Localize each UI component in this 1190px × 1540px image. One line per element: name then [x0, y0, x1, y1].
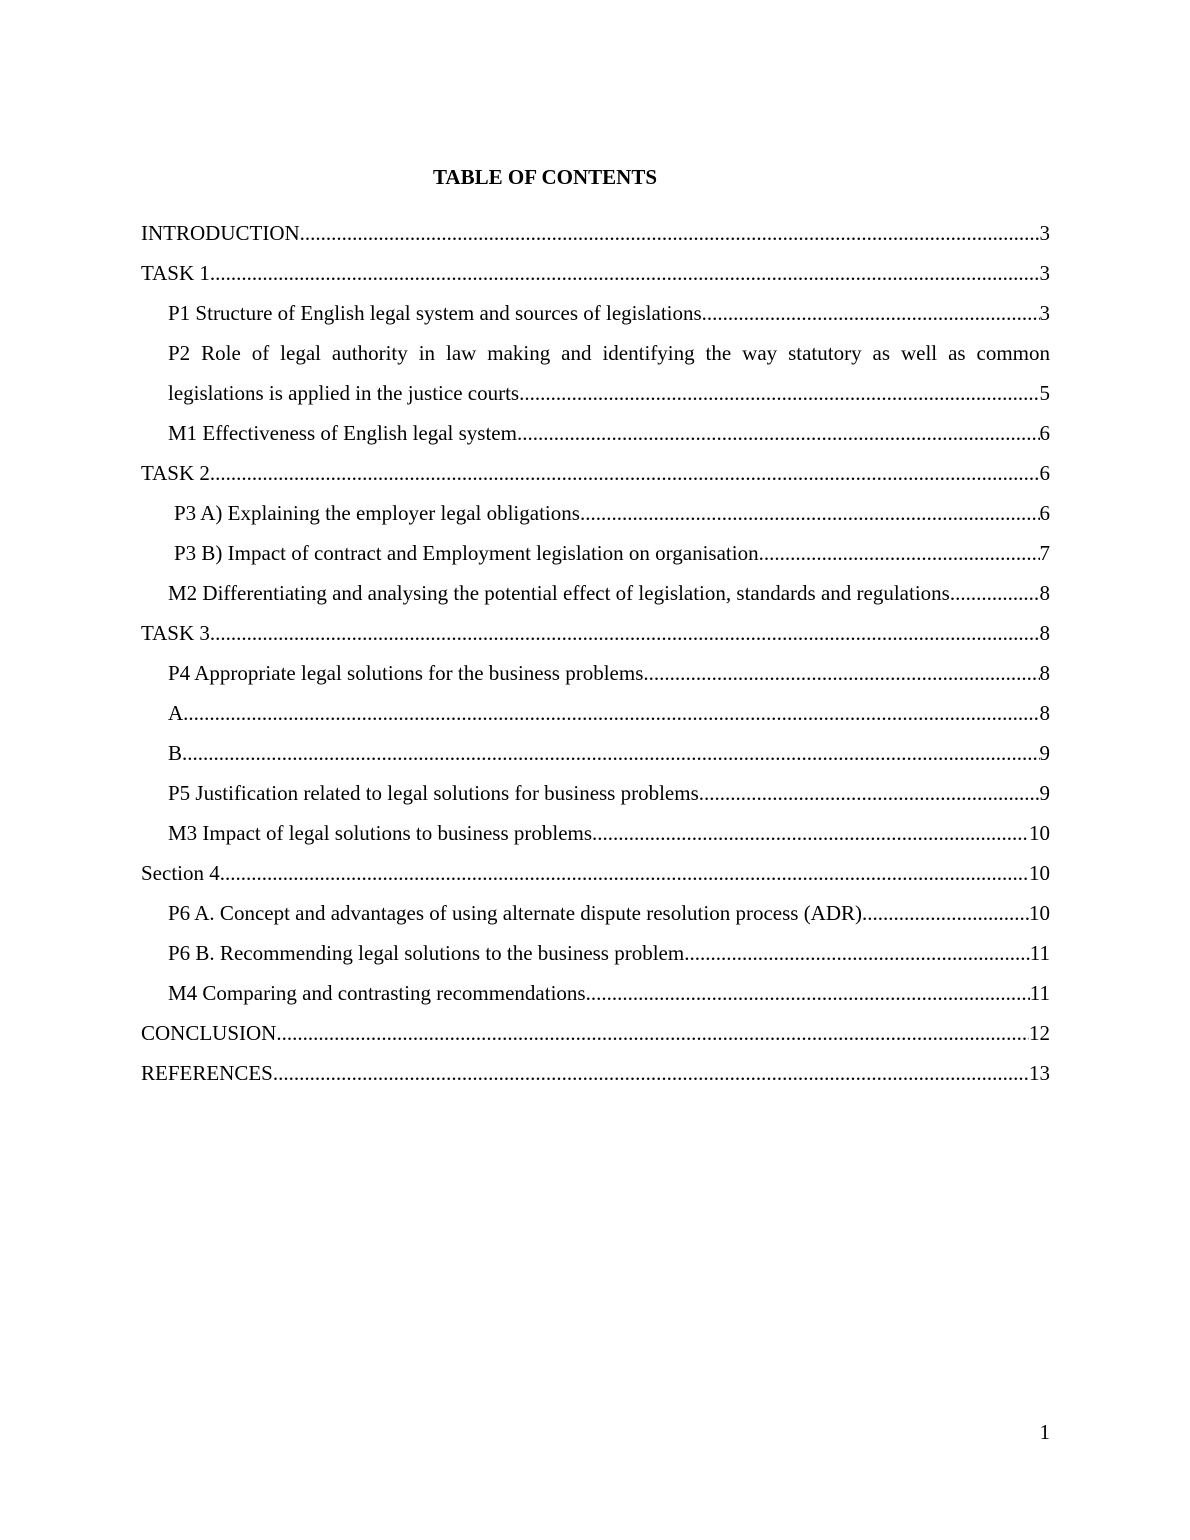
toc-entry-text: P4 Appropriate legal solutions for the business problems	[168, 661, 644, 685]
toc-entry-p2[interactable]	[141, 373, 1050, 413]
toc-entry-p2-line-1[interactable]: P2 Role of legal authority in law making and identifying the way statutory as well as common	[168, 341, 1050, 365]
toc-entry-page: 11	[1029, 981, 1050, 1005]
toc-entry-page: 9	[1039, 781, 1050, 805]
toc-leader	[210, 253, 1040, 293]
toc-entry-text: P6 A. Concept and advantages of using alternate dispute resolution process (ADR)	[168, 901, 863, 925]
toc-entry-p3a[interactable]	[141, 493, 1050, 533]
toc-entry-page: 6	[1039, 501, 1050, 525]
toc-entry-conclusion[interactable]	[141, 1013, 1050, 1053]
toc-entry-p1[interactable]	[141, 293, 1050, 333]
toc-entry-m2[interactable]	[141, 573, 1050, 613]
toc-entry-references[interactable]	[141, 1053, 1050, 1093]
toc-entry-page: 10	[1029, 821, 1050, 845]
toc-entry-page: 7	[1039, 541, 1050, 565]
toc-leader	[273, 1053, 1029, 1093]
toc-entry-page: 11	[1029, 941, 1050, 965]
toc-entry-text: P3 A) Explaining the employer legal obligations	[174, 501, 580, 525]
toc-entry-section-4[interactable]	[141, 853, 1050, 893]
page-number: 1	[1039, 1420, 1050, 1444]
toc-entry-text: INTRODUCTION	[141, 221, 300, 245]
toc-leader	[580, 493, 1040, 533]
toc-entry-page: 8	[1039, 621, 1050, 645]
toc-leader	[702, 293, 1040, 333]
toc-leader	[276, 1013, 1029, 1053]
toc-entry-page: 3	[1039, 301, 1050, 325]
toc-entry-text: legislations is applied in the justice courts	[168, 381, 520, 405]
toc-entry-text: REFERENCES	[141, 1061, 273, 1085]
toc-entry-text: B	[168, 741, 183, 765]
toc-leader	[517, 413, 1040, 453]
toc-leader	[592, 813, 1029, 853]
toc-entry-text: Section 4	[141, 861, 220, 885]
toc-leader	[519, 373, 1039, 413]
toc-leader	[759, 533, 1040, 573]
toc-entry-text: P5 Justification related to legal solutions for business problems	[168, 781, 699, 805]
toc-entry-m3[interactable]	[141, 813, 1050, 853]
toc-entry-text: M1 Effectiveness of English legal system	[168, 421, 517, 445]
toc-entry-text: P3 B) Impact of contract and Employment legislation on organisation	[174, 541, 759, 565]
toc-entry-page: 10	[1029, 861, 1050, 885]
toc-title: TABLE OF CONTENTS	[432, 165, 658, 189]
toc-entry-page: 3	[1039, 261, 1050, 285]
toc-entry-page: 8	[1039, 581, 1050, 605]
toc-entry-text: M3 Impact of legal solutions to business problems	[168, 821, 593, 845]
toc-entry-a[interactable]	[141, 693, 1050, 733]
toc-leader	[643, 653, 1039, 693]
toc-entry-introduction[interactable]	[141, 213, 1050, 253]
toc-leader	[182, 733, 1039, 773]
toc-entry-page: 9	[1039, 741, 1050, 765]
toc-entry-page: 10	[1029, 901, 1050, 925]
toc-entry-page: 5	[1039, 381, 1050, 405]
toc-entry-b[interactable]	[141, 733, 1050, 773]
toc-entry-task-3[interactable]	[141, 613, 1050, 653]
toc-entry-p6a[interactable]	[141, 893, 1050, 933]
toc-leader	[210, 613, 1040, 653]
toc-entry-p6b[interactable]	[141, 933, 1050, 973]
toc-entry-task-2[interactable]	[141, 453, 1050, 493]
toc-entry-text: A	[168, 701, 184, 725]
toc-leader	[699, 773, 1040, 813]
toc-leader	[210, 453, 1040, 493]
toc-entry-page: 6	[1039, 461, 1050, 485]
toc-entry-m4[interactable]	[141, 973, 1050, 1013]
toc-leader	[220, 853, 1029, 893]
toc-entry-page: 13	[1029, 1061, 1050, 1085]
toc-entry-page: 6	[1039, 421, 1050, 445]
toc-entry-text: TASK 2	[141, 461, 210, 485]
toc-leader	[862, 893, 1029, 933]
toc-entry-p4[interactable]	[141, 653, 1050, 693]
toc-entry-text: TASK 3	[141, 621, 210, 645]
toc-leader	[950, 573, 1040, 613]
toc-entry-p3b[interactable]	[141, 533, 1050, 573]
toc-entry-m1[interactable]	[141, 413, 1050, 453]
toc-entry-text: P1 Structure of English legal system and sources of legislations	[168, 301, 702, 325]
toc-leader	[684, 933, 1030, 973]
toc-entry-page: 3	[1039, 221, 1050, 245]
toc-list	[141, 213, 1050, 1093]
toc-entry-text: M2 Differentiating and analysing the potential effect of legislation, standards and regulations	[168, 581, 950, 605]
toc-entry-text: M4 Comparing and contrasting recommendations	[168, 981, 586, 1005]
toc-leader	[586, 973, 1030, 1013]
toc-entry-text: P6 B. Recommending legal solutions to the business problem	[168, 941, 685, 965]
toc-entry-text: TASK 1	[141, 261, 210, 285]
toc-entry-page: 8	[1039, 701, 1050, 725]
toc-entry-task-1[interactable]	[141, 253, 1050, 293]
toc-leader	[183, 693, 1039, 733]
toc-entry-p5[interactable]	[141, 773, 1050, 813]
toc-entry-page: 12	[1029, 1021, 1050, 1045]
toc-entry-text: CONCLUSION	[141, 1021, 277, 1045]
toc-leader	[300, 213, 1040, 253]
toc-entry-page: 8	[1039, 661, 1050, 685]
